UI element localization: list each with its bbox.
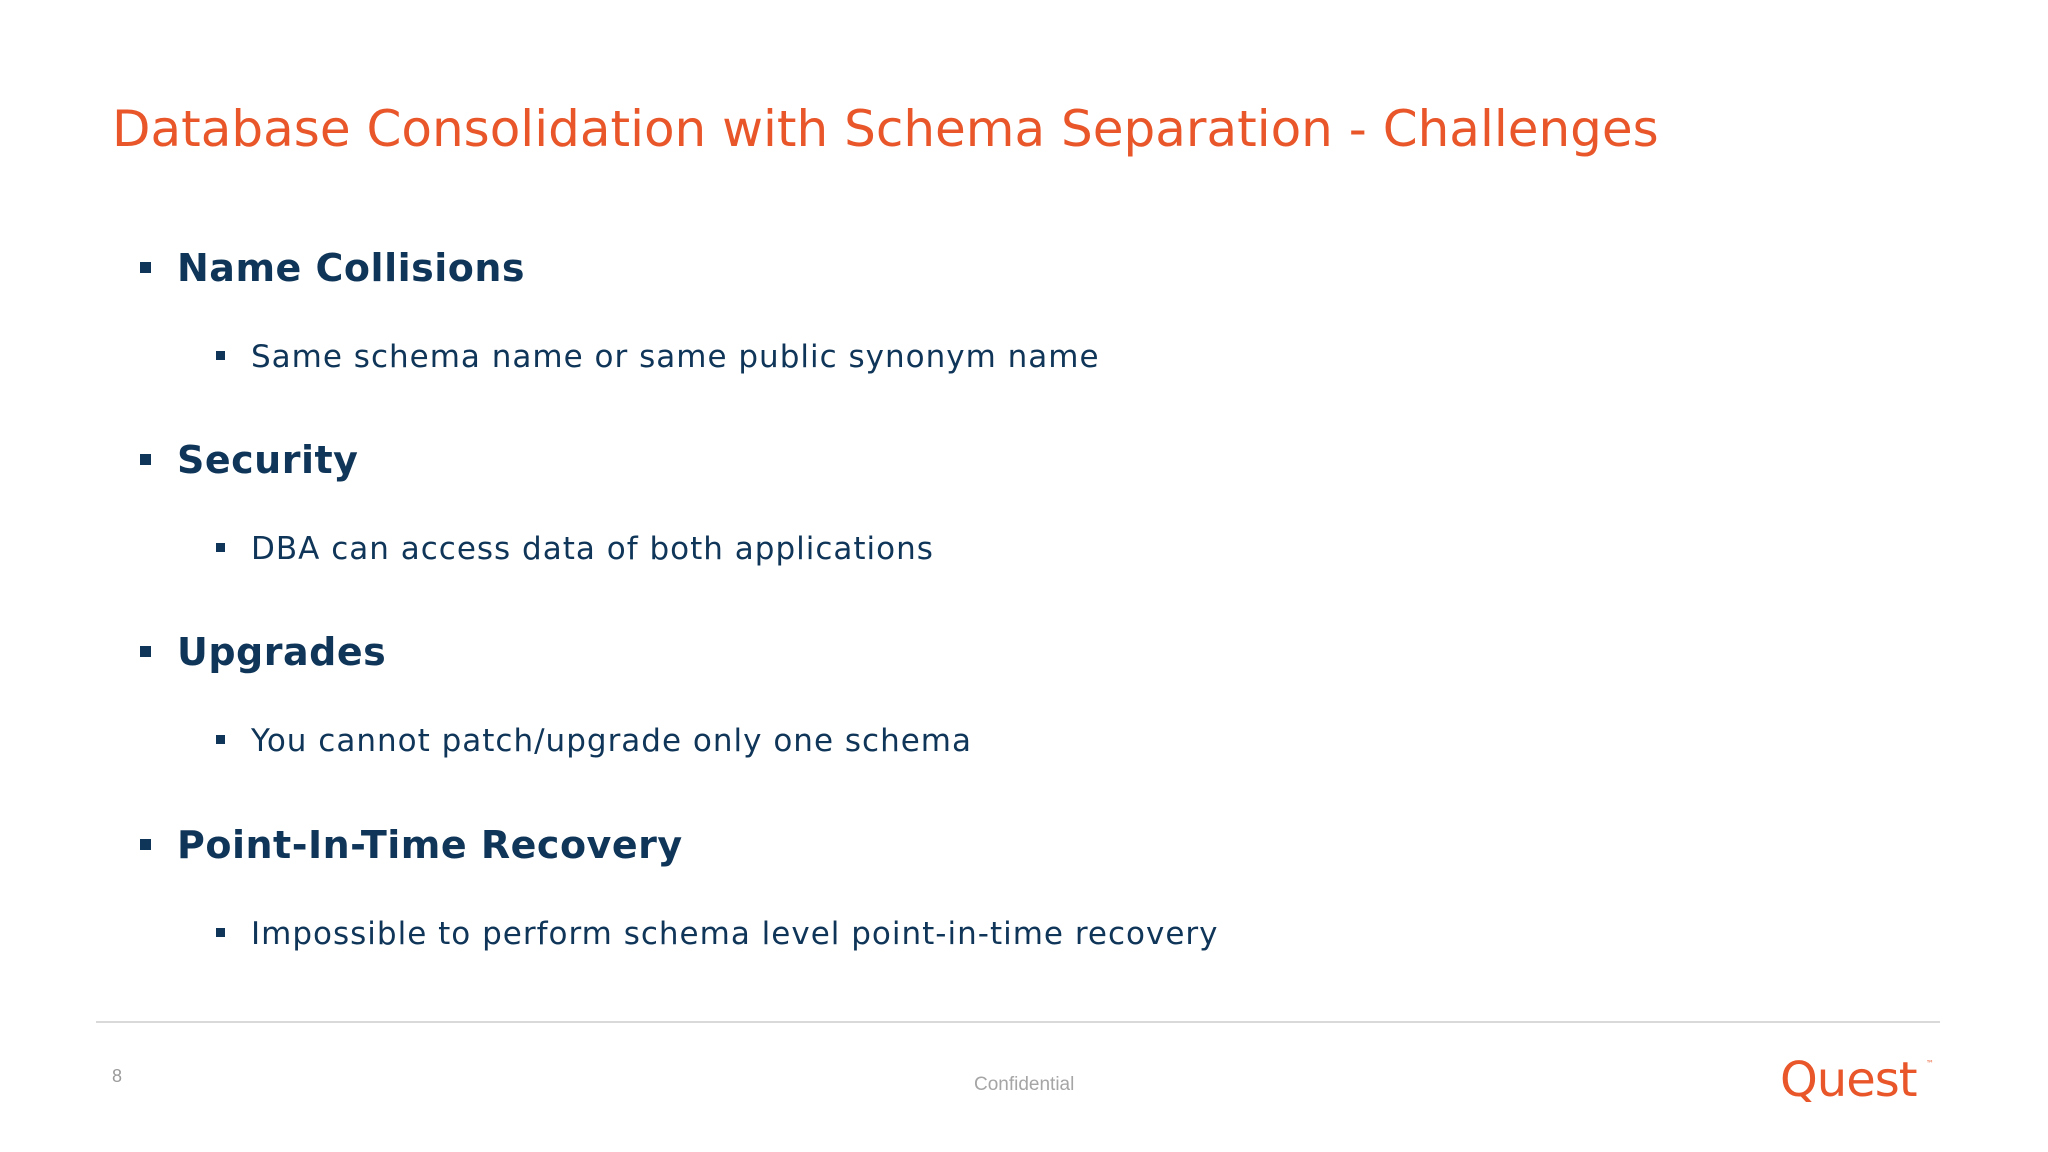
- bullet-detail-security: [216, 525, 934, 573]
- square-bullet-icon: [216, 351, 225, 360]
- bullet-detail-text: You cannot patch/upgrade only one schema: [251, 723, 972, 759]
- square-bullet-icon: [140, 262, 151, 273]
- bullet-heading-text: Name Collisions: [177, 246, 526, 290]
- bullet-heading-point-in-time-recovery: [140, 817, 683, 873]
- svg-text:™: ™: [1926, 1059, 1934, 1068]
- bullet-detail-upgrades: [216, 717, 972, 765]
- square-bullet-icon: [140, 454, 151, 465]
- bullet-detail-text: Impossible to perform schema level point-in-time recovery: [251, 916, 1219, 952]
- bullet-detail-point-in-time-recovery: [216, 910, 1219, 958]
- slide-title: Database Consolidation with Schema Separation - Challenges: [112, 100, 1659, 158]
- bullet-detail-text: Same schema name or same public synonym name: [251, 339, 1100, 375]
- bullet-heading-upgrades: [140, 624, 386, 680]
- confidential-label: Confidential: [974, 1074, 1075, 1095]
- quest-logo: [1778, 1052, 1938, 1112]
- bullet-detail-name-collisions: [216, 333, 1100, 381]
- footer-divider: [96, 1021, 1940, 1023]
- quest-logo-text: Quest: [1780, 1052, 1917, 1108]
- square-bullet-icon: [216, 543, 225, 552]
- quest-logo-icon: [1778, 1052, 1938, 1108]
- bullet-heading-name-collisions: [140, 240, 525, 296]
- square-bullet-icon: [216, 735, 225, 744]
- square-bullet-icon: [140, 839, 151, 850]
- bullet-heading-security: [140, 432, 358, 488]
- square-bullet-icon: [140, 646, 151, 657]
- bullet-heading-text: Point-In-Time Recovery: [177, 823, 683, 867]
- bullet-detail-text: DBA can access data of both applications: [251, 531, 934, 567]
- bullet-heading-text: Upgrades: [177, 630, 387, 674]
- page-number: 8: [112, 1066, 123, 1086]
- bullet-heading-text: Security: [177, 438, 359, 482]
- square-bullet-icon: [216, 928, 225, 937]
